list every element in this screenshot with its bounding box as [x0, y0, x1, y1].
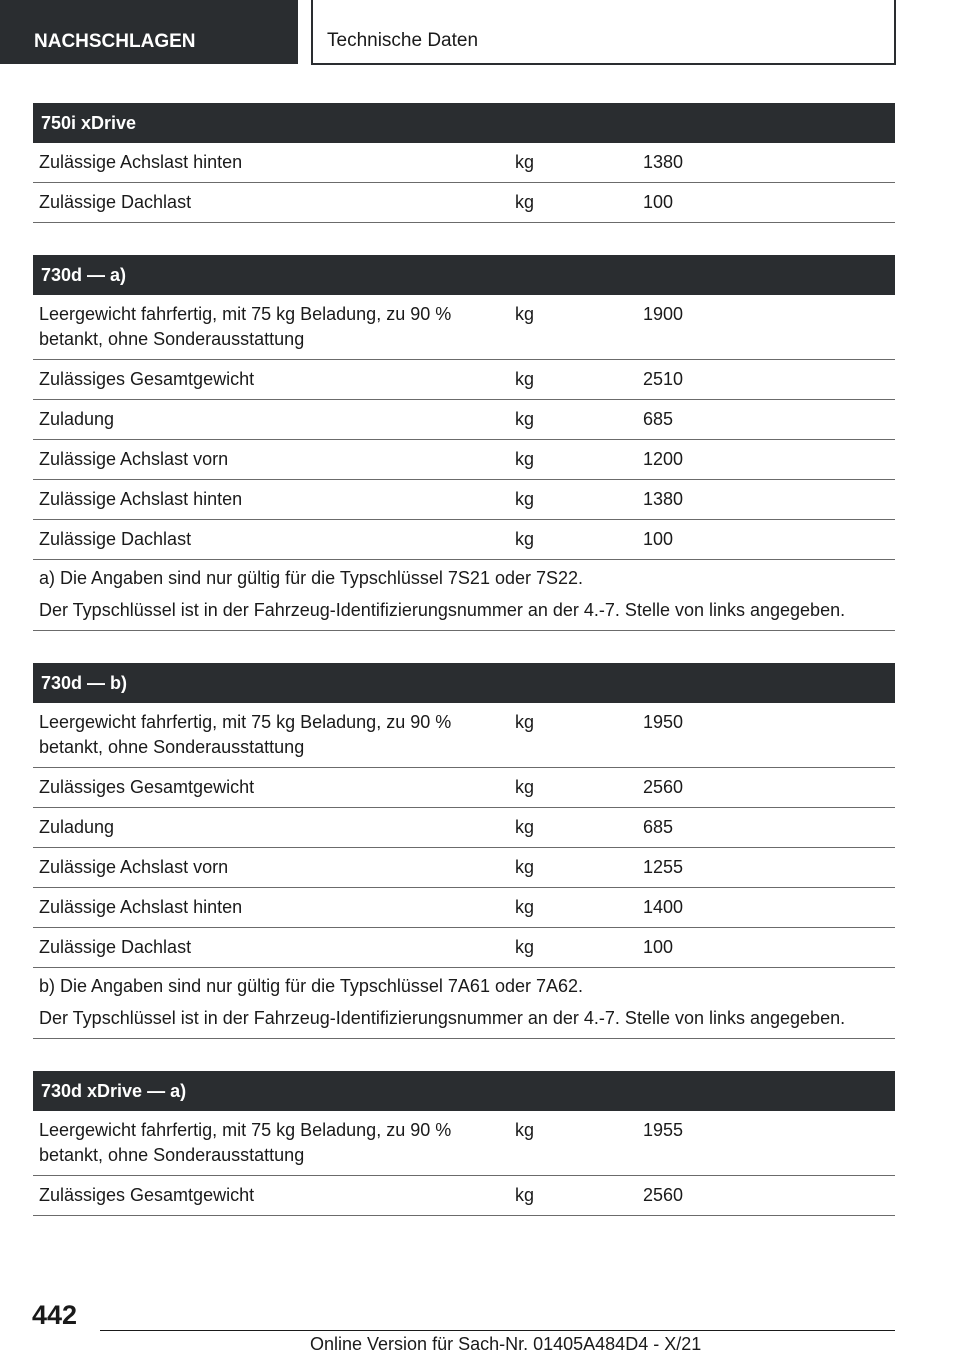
row-unit: kg [515, 937, 535, 957]
row-value: 2560 [643, 777, 684, 797]
row-unit: kg [515, 449, 535, 469]
table-row [33, 808, 895, 848]
table-row [33, 1176, 895, 1216]
row-value: 1400 [643, 897, 684, 917]
section-heading: 730d xDrive — a) [33, 1071, 895, 1111]
row-value: 100 [643, 529, 674, 549]
page-number: 442 [32, 1300, 78, 1330]
spec-section [33, 1071, 895, 1216]
row-value: 2560 [643, 1185, 684, 1205]
row-label: Zulässige Dachlast [39, 192, 192, 212]
table-row [33, 183, 895, 223]
footnote [33, 968, 895, 1039]
section-heading: 730d — a) [33, 255, 895, 295]
row-value: 2510 [643, 369, 684, 389]
footer-divider [100, 1330, 895, 1331]
table-row [33, 848, 895, 888]
row-unit: kg [515, 712, 535, 732]
spec-section [33, 255, 895, 631]
row-value: 1200 [643, 449, 684, 469]
row-value: 1950 [643, 712, 684, 732]
row-unit: kg [515, 1185, 535, 1205]
table-row [33, 768, 895, 808]
footnote-text: Der Typschlüssel ist in der Fahrzeug-Identifizierungsnummer an der 4.-7. Stelle von links angegeben. [39, 1008, 846, 1028]
table-row [33, 400, 895, 440]
row-value: 1900 [643, 304, 684, 324]
row-label: Zulässige Achslast hinten [39, 152, 243, 172]
spec-section [33, 103, 895, 223]
spec-tables [33, 103, 895, 1248]
table-row [33, 480, 895, 520]
row-unit: kg [515, 409, 535, 429]
row-label: Leergewicht fahrfertig, mit 75 kg Beladung, zu 90 % betankt, ohne Sonderausstattung [39, 1120, 452, 1165]
row-label: Zulässige Achslast hinten [39, 489, 243, 509]
row-label: Zulässige Dachlast [39, 529, 192, 549]
table-row [33, 1111, 895, 1176]
row-unit: kg [515, 897, 535, 917]
row-label: Zulässige Achslast vorn [39, 449, 229, 469]
section-heading: 730d — b) [33, 663, 895, 703]
table-row [33, 703, 895, 768]
row-unit: kg [515, 1120, 535, 1140]
footnote-text: b) Die Angaben sind nur gültig für die Typschlüssel 7A61 oder 7A62. [39, 976, 584, 996]
row-label: Zulässige Achslast vorn [39, 857, 229, 877]
section-heading: 750i xDrive [33, 103, 895, 143]
row-unit: kg [515, 529, 535, 549]
row-unit: kg [515, 489, 535, 509]
table-row [33, 928, 895, 968]
row-label: Leergewicht fahrfertig, mit 75 kg Beladung, zu 90 % betankt, ohne Sonderausstattung [39, 712, 452, 757]
row-value: 1255 [643, 857, 684, 877]
table-row [33, 360, 895, 400]
row-label: Zulässige Dachlast [39, 937, 192, 957]
row-value: 685 [643, 409, 674, 429]
row-label: Zulässiges Gesamtgewicht [39, 369, 255, 389]
row-unit: kg [515, 369, 535, 389]
table-row [33, 295, 895, 360]
row-label: Zuladung [39, 817, 115, 837]
row-label: Zulässiges Gesamtgewicht [39, 1185, 255, 1205]
footnote-text: a) Die Angaben sind nur gültig für die Typschlüssel 7S21 oder 7S22. [39, 568, 584, 588]
table-row [33, 143, 895, 183]
row-value: 1380 [643, 152, 684, 172]
footer-text: Online Version für Sach-Nr. 01405A484D4 - X/21 [310, 1334, 702, 1354]
footnote-text: Der Typschlüssel ist in der Fahrzeug-Identifizierungsnummer an der 4.-7. Stelle von links angegeben. [39, 600, 846, 620]
row-value: 685 [643, 817, 674, 837]
footnote [33, 560, 895, 631]
row-label: Leergewicht fahrfertig, mit 75 kg Beladung, zu 90 % betankt, ohne Sonderausstattung [39, 304, 452, 349]
row-unit: kg [515, 777, 535, 797]
row-unit: kg [515, 192, 535, 212]
row-unit: kg [515, 152, 535, 172]
table-row [33, 888, 895, 928]
spec-section [33, 663, 895, 1039]
row-value: 100 [643, 192, 674, 212]
row-label: Zuladung [39, 409, 115, 429]
row-value: 1955 [643, 1120, 684, 1140]
section-tab: NACHSCHLAGEN [0, 0, 298, 64]
table-row [33, 440, 895, 480]
row-unit: kg [515, 304, 535, 324]
chapter-title: Technische Daten [311, 0, 896, 65]
table-row [33, 520, 895, 560]
row-unit: kg [515, 817, 535, 837]
row-label: Zulässiges Gesamtgewicht [39, 777, 255, 797]
row-label: Zulässige Achslast hinten [39, 897, 243, 917]
row-unit: kg [515, 857, 535, 877]
row-value: 1380 [643, 489, 684, 509]
row-value: 100 [643, 937, 674, 957]
